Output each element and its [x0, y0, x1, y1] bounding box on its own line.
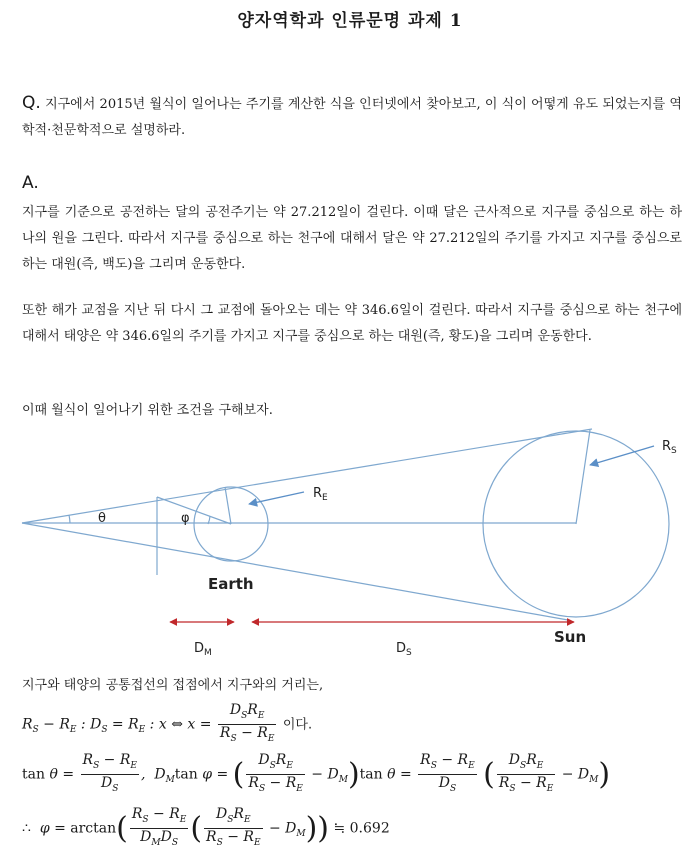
page-title: 양자역학과 인류문명 과제 1: [237, 11, 463, 31]
re-label: $R_E$: [313, 486, 328, 503]
question-label: Q.: [22, 93, 41, 113]
phi-label: φ: [181, 511, 190, 526]
theta-arc: [69, 515, 70, 523]
question-text: 지구에서 2015년 월식이 일어나는 주기를 계산한 식을 인터넷에서 찾아보고, 이 식이 어떻게 유도 되었는지를 역학적·천문학적으로 설명하라.: [22, 97, 682, 138]
answer-paragraph-3: 이때 월식이 일어나기 위한 조건을 구해보자.: [22, 403, 273, 418]
iff-symbol: ⇔: [171, 716, 183, 733]
rs-pointer-arrow: [590, 446, 654, 465]
therefore-symbol: ∴: [22, 820, 31, 837]
dm-label: $D_M$: [194, 641, 212, 658]
theta-label: θ: [98, 511, 106, 526]
sun-radius-line: [576, 430, 590, 524]
question-paragraph: [22, 90, 682, 144]
equation-phi-result: ∴ φ = arctan( $\frac{R_S - R_E}{D_MD_S}$ ( $\frac{D_SR_E}{R_S - R_E}$ − $D_M$)) ≒ 0.692: [22, 806, 390, 848]
answer-label: A.: [22, 173, 39, 193]
lower-tangent-line: [22, 523, 568, 620]
rs-label: $R_S$: [662, 439, 677, 456]
derivation-intro: 지구와 태양의 공통접선의 접점에서 지구와의 거리는,: [22, 678, 324, 693]
answer-paragraph-2: 또한 해가 교점을 지난 뒤 다시 그 교점에 돌아오는 데는 약 346.6일이 걸린다. 따라서 지구를 중심으로 하는 천구에 대해서 태양은 약 346.6일의 주기를 가지고 지구를 중심으로 하는 대원(즉, 황도)을 그리며 운동한다.: [22, 303, 682, 344]
equation-ratio: $R_S - R_E$ : $D_S = R_E$ : x ⇔ x = $\frac{D_SR_E}{R_S - R_E}$ 이다.: [22, 702, 313, 744]
equation-tangent: tan θ = $\frac{R_S - R_E}{D_S}$ , $D_M\tan$ φ = ( $\frac{D_SR_E}{R_S - R_E}$ − $D_M)\tan$ θ = $\frac{R_S - R_E}{D_S}$ ( $\frac{D_SR_E}{R_S - R_E}$ − $D_M$): [22, 752, 611, 794]
ds-label: $D_S$: [396, 641, 412, 658]
sun-label: Sun: [554, 628, 587, 646]
eclipse-diagram: [0, 420, 700, 665]
upper-tangent-line: [22, 429, 592, 523]
phi-approx-value: ≒ 0.692: [333, 820, 390, 837]
answer-paragraph-1: 지구를 기준으로 공전하는 달의 공전주기는 약 27.212일이 걸린다. 이때 달은 근사적으로 지구를 중심으로 하는 하나의 원을 그린다. 따라서 지구를 중심으로 하는 천구에 대해서 달은 약 27.212일의 주기를 가지고 지구를 중심으로 하는 대원(즉, 백도)을 그리며 운동한다.: [22, 205, 682, 272]
earth-radius-line: [225, 487, 231, 524]
earth-label: Earth: [208, 575, 254, 593]
equation-ida: 이다.: [282, 717, 313, 733]
